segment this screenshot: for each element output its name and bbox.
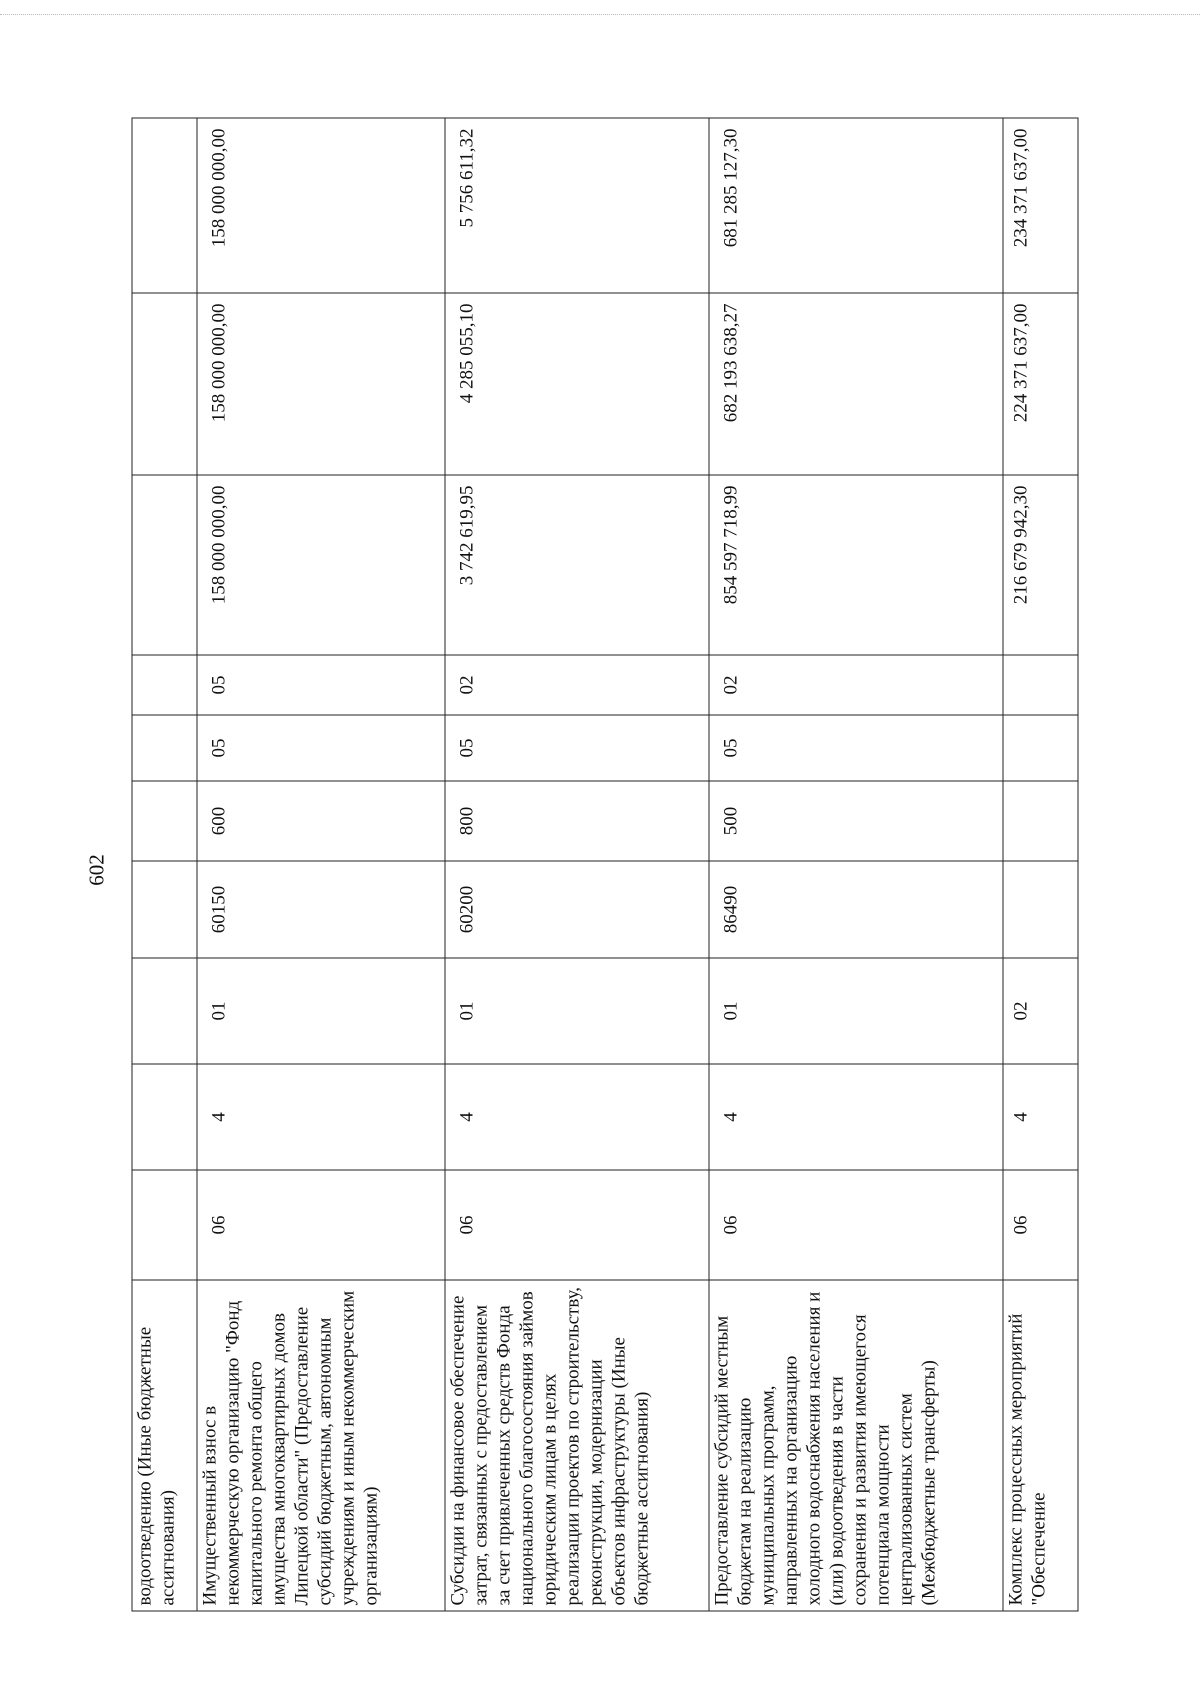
code-cell-c1: 06 bbox=[445, 1170, 709, 1280]
code-cell-c5: 600 bbox=[197, 781, 445, 861]
code-cell-c4: 86490 bbox=[709, 861, 1003, 958]
code-cell-c1: 06 bbox=[1003, 1170, 1078, 1280]
table-row bbox=[132, 118, 197, 1611]
code-cell-c5: 800 bbox=[445, 781, 709, 861]
code-cell-c1: 06 bbox=[709, 1170, 1003, 1280]
amount-cell-v3: 234 371 637,00 bbox=[1003, 118, 1078, 293]
row-description: Субсидии на финансовое обеспечение затрат, связанных с предоставлением за счет привлеченных средств Фонда национального благосостояния займов юридическим лицам в целях реализации проектов по строительству, реконструкции, модернизации объектов инфраструктуры (Иные бюджетные ассигнования) bbox=[445, 1280, 709, 1611]
table-row bbox=[197, 118, 445, 1611]
code-cell-c4 bbox=[1003, 861, 1078, 958]
table-row bbox=[709, 118, 1003, 1611]
code-cell-c2: 4 bbox=[1003, 1064, 1078, 1170]
code-cell-c7 bbox=[1003, 655, 1078, 715]
amount-cell-v3: 158 000 000,00 bbox=[197, 118, 445, 293]
row-description: водоотведению (Иные бюджетные ассигнования) bbox=[132, 1280, 197, 1611]
code-cell-c3 bbox=[132, 958, 197, 1064]
code-cell-c4: 60150 bbox=[197, 861, 445, 958]
code-cell-c7: 02 bbox=[445, 655, 709, 715]
amount-cell-v3: 5 756 611,32 bbox=[445, 118, 709, 293]
code-cell-c5: 500 bbox=[709, 781, 1003, 861]
code-cell-c7: 05 bbox=[197, 655, 445, 715]
code-cell-c1: 06 bbox=[197, 1170, 445, 1280]
amount-cell-v1: 3 742 619,95 bbox=[445, 475, 709, 655]
code-cell-c3: 01 bbox=[445, 958, 709, 1064]
code-cell-c7: 02 bbox=[709, 655, 1003, 715]
amount-cell-v2: 682 193 638,27 bbox=[709, 293, 1003, 475]
code-cell-c4 bbox=[132, 861, 197, 958]
budget-table bbox=[131, 118, 1078, 1612]
amount-cell-v1: 158 000 000,00 bbox=[197, 475, 445, 655]
code-cell-c6: 05 bbox=[445, 715, 709, 781]
code-cell-c4: 60200 bbox=[445, 861, 709, 958]
amount-cell-v3: 681 285 127,30 bbox=[709, 118, 1003, 293]
code-cell-c2 bbox=[132, 1064, 197, 1170]
amount-cell-v1 bbox=[132, 475, 197, 655]
code-cell-c6: 05 bbox=[709, 715, 1003, 781]
code-cell-c5 bbox=[132, 781, 197, 861]
page-number-text: 602 bbox=[84, 854, 109, 886]
code-cell-c2: 4 bbox=[197, 1064, 445, 1170]
code-cell-c2: 4 bbox=[709, 1064, 1003, 1170]
code-cell-c1 bbox=[132, 1170, 197, 1280]
code-cell-c5 bbox=[1003, 781, 1078, 861]
scan-edge-line bbox=[0, 14, 1200, 15]
table-row bbox=[1003, 118, 1078, 1611]
amount-cell-v3 bbox=[132, 118, 197, 293]
code-cell-c6 bbox=[1003, 715, 1078, 781]
code-cell-c6: 05 bbox=[197, 715, 445, 781]
row-description: Комплекс процессных мероприятий "Обеспечение bbox=[1003, 1280, 1078, 1611]
code-cell-c6 bbox=[132, 715, 197, 781]
code-cell-c2: 4 bbox=[445, 1064, 709, 1170]
code-cell-c3: 02 bbox=[1003, 958, 1078, 1064]
budget-table-rotated bbox=[131, 119, 1077, 1612]
code-cell-c3: 01 bbox=[197, 958, 445, 1064]
amount-cell-v2: 158 000 000,00 bbox=[197, 293, 445, 475]
amount-cell-v2: 224 371 637,00 bbox=[1003, 293, 1078, 475]
amount-cell-v1: 216 679 942,30 bbox=[1003, 475, 1078, 655]
row-description: Имущественный взнос в некоммерческую организацию "Фонд капитального ремонта общего имущества многоквартирных домов Липецкой области" (Предоставление субсидий бюджетным, автономным учреждениям и иным некоммерческим организациям) bbox=[197, 1280, 445, 1611]
code-cell-c7 bbox=[132, 655, 197, 715]
amount-cell-v2: 4 285 055,10 bbox=[445, 293, 709, 475]
row-description: Предоставление субсидий местным бюджетам на реализацию муниципальных программ, направленных на организацию холодного водоснабжения населения и (или) водоотведения в части сохранения и развития имеющегося потенциала мощности централизованных систем (Межбюджетные трансферты) bbox=[709, 1280, 1003, 1611]
amount-cell-v2 bbox=[132, 293, 197, 475]
amount-cell-v1: 854 597 718,99 bbox=[709, 475, 1003, 655]
code-cell-c3: 01 bbox=[709, 958, 1003, 1064]
table-row bbox=[445, 118, 709, 1611]
